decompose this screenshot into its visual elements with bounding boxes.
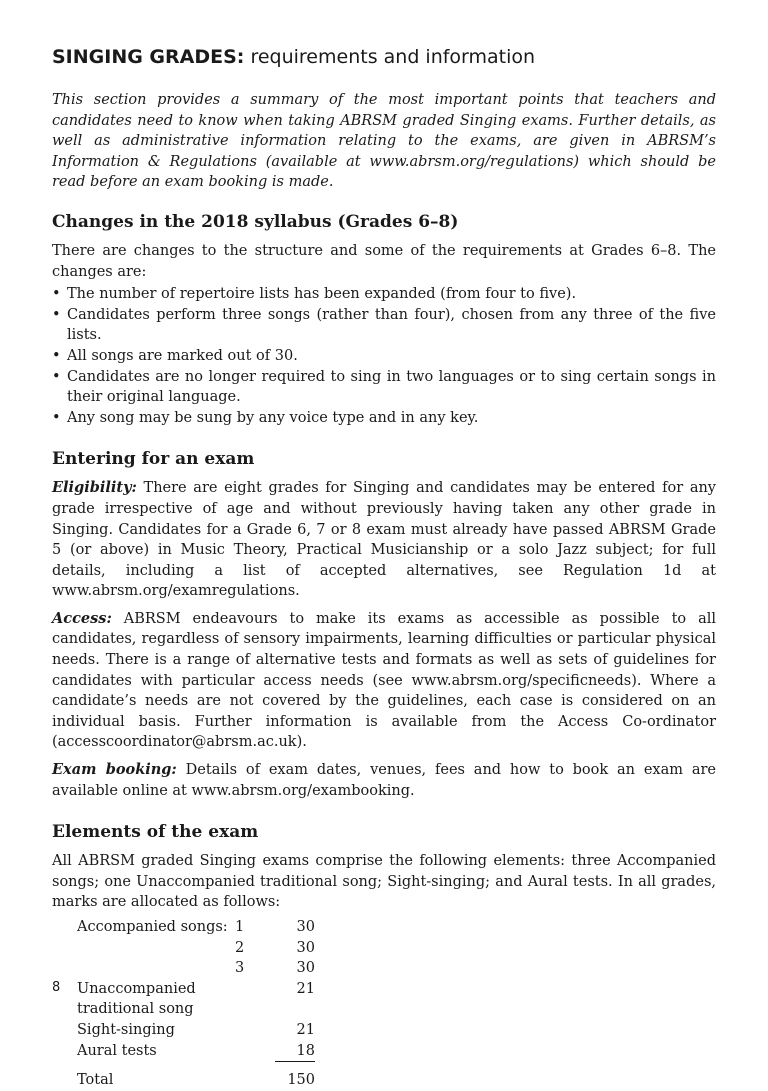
elements-intro: All ABRSM graded Singing exams comprise the following elements: three Accompanied songs; one Unaccompanied traditional song; Sight-singing; and Aural tests. In all grades, marks are allocated as follows: <box>52 853 716 911</box>
list-item: • Candidates are no longer required to sing in two languages or to sing certain songs in their original language. <box>52 367 716 408</box>
total-marks: 150 <box>287 1072 315 1089</box>
table-row <box>77 1020 315 1041</box>
row-label: Accompanied songs: <box>77 919 228 935</box>
row-label <box>77 938 235 959</box>
row-marks: 18 <box>275 1041 315 1062</box>
booking-text: Details of exam dates, venues, fees and how to book an exam are available online at www.abrsm.org/exambooking. <box>52 762 717 799</box>
eligibility-label: Eligibility: <box>52 479 137 497</box>
row-number: 3 <box>235 960 245 977</box>
title-rest: requirements and information <box>250 46 536 68</box>
table-row <box>77 979 315 1020</box>
entering-heading: Entering for an exam <box>52 449 255 470</box>
booking-label: Exam booking: <box>52 761 177 779</box>
row-label <box>77 958 235 979</box>
row-label: Unaccompanied traditional song <box>77 980 196 1018</box>
title-strong: SINGING GRADES: <box>52 46 245 68</box>
changes-lead: There are changes to the structure and some of the requirements at Grades 6–8. The changes are: <box>52 242 716 280</box>
list-item: • Candidates perform three songs (rather than four), chosen from any three of the five lists. <box>52 305 716 346</box>
row-marks: 21 <box>296 1021 315 1038</box>
access-label: Access: <box>52 609 112 627</box>
access-text: ABRSM endeavours to make its exams as accessible as possible to all candidates, regardless of sensory impairments, learning difficulties or particular physical needs. There is a range of alternative tests and formats as well as sets of guidelines for candidates with particular access needs (see www.abrsm.org/specificneeds). Where a candidate’s needs are not covered by the guidelines, each case is considered on an individual basis. Further information is available from the Access Co-ordinator (accesscoordinator@abrsm.ac.uk). <box>52 610 717 751</box>
row-number: 1 <box>235 919 245 935</box>
list-item: • Any song may be sung by any voice type and in any key. <box>52 408 716 429</box>
table-row <box>77 1041 315 1062</box>
list-item: • All songs are marked out of 30. <box>52 346 716 367</box>
list-item: • The number of repertoire lists has been expanded (from four to five). <box>52 284 716 305</box>
total-row <box>77 1062 315 1091</box>
row-marks: 30 <box>296 939 315 956</box>
booking-paragraph <box>52 760 716 801</box>
page-number: 8 <box>52 980 61 995</box>
row-number: 2 <box>235 939 245 956</box>
intro-paragraph: This section provides a summary of the most important points that teachers and candidates need to know when taking ABRSM graded Singing exams. Further details, as well as administrative information relating to the exams, are given in ABRSM’s Information & Regulations (available at www.abrsm.org/regulations) which should be read before an exam booking is made. <box>52 92 716 191</box>
row-marks: 30 <box>296 919 315 935</box>
changes-list <box>52 284 716 428</box>
eligibility-paragraph <box>52 478 716 602</box>
page-content <box>52 44 716 1091</box>
table-row <box>77 958 315 979</box>
changes-heading: Changes in the 2018 syllabus (Grades 6–8) <box>52 211 459 232</box>
row-marks: 21 <box>296 980 315 997</box>
total-label: Total <box>77 1071 114 1088</box>
table-row <box>77 917 315 938</box>
row-marks: 30 <box>296 960 315 977</box>
access-paragraph <box>52 609 716 753</box>
page-title <box>52 44 716 70</box>
eligibility-text: There are eight grades for Singing and candidates may be entered for any grade irrespective of age and without previously having taken any other grade in Singing. Candidates for a Grade 6, 7 or 8 exam must already have passed ABRSM Grade 5 (or above) in Music Theory, Practical Musicianship or a solo Jazz subject; for full details, including a list of accepted alternatives, see Regulation 1d at www.abrsm.org/examregulations. <box>52 480 716 600</box>
row-label: Sight-singing <box>77 1021 175 1038</box>
row-label: Aural tests <box>77 1042 157 1059</box>
marks-table <box>77 917 315 1091</box>
elements-heading: Elements of the exam <box>52 822 259 843</box>
table-row <box>77 938 315 959</box>
